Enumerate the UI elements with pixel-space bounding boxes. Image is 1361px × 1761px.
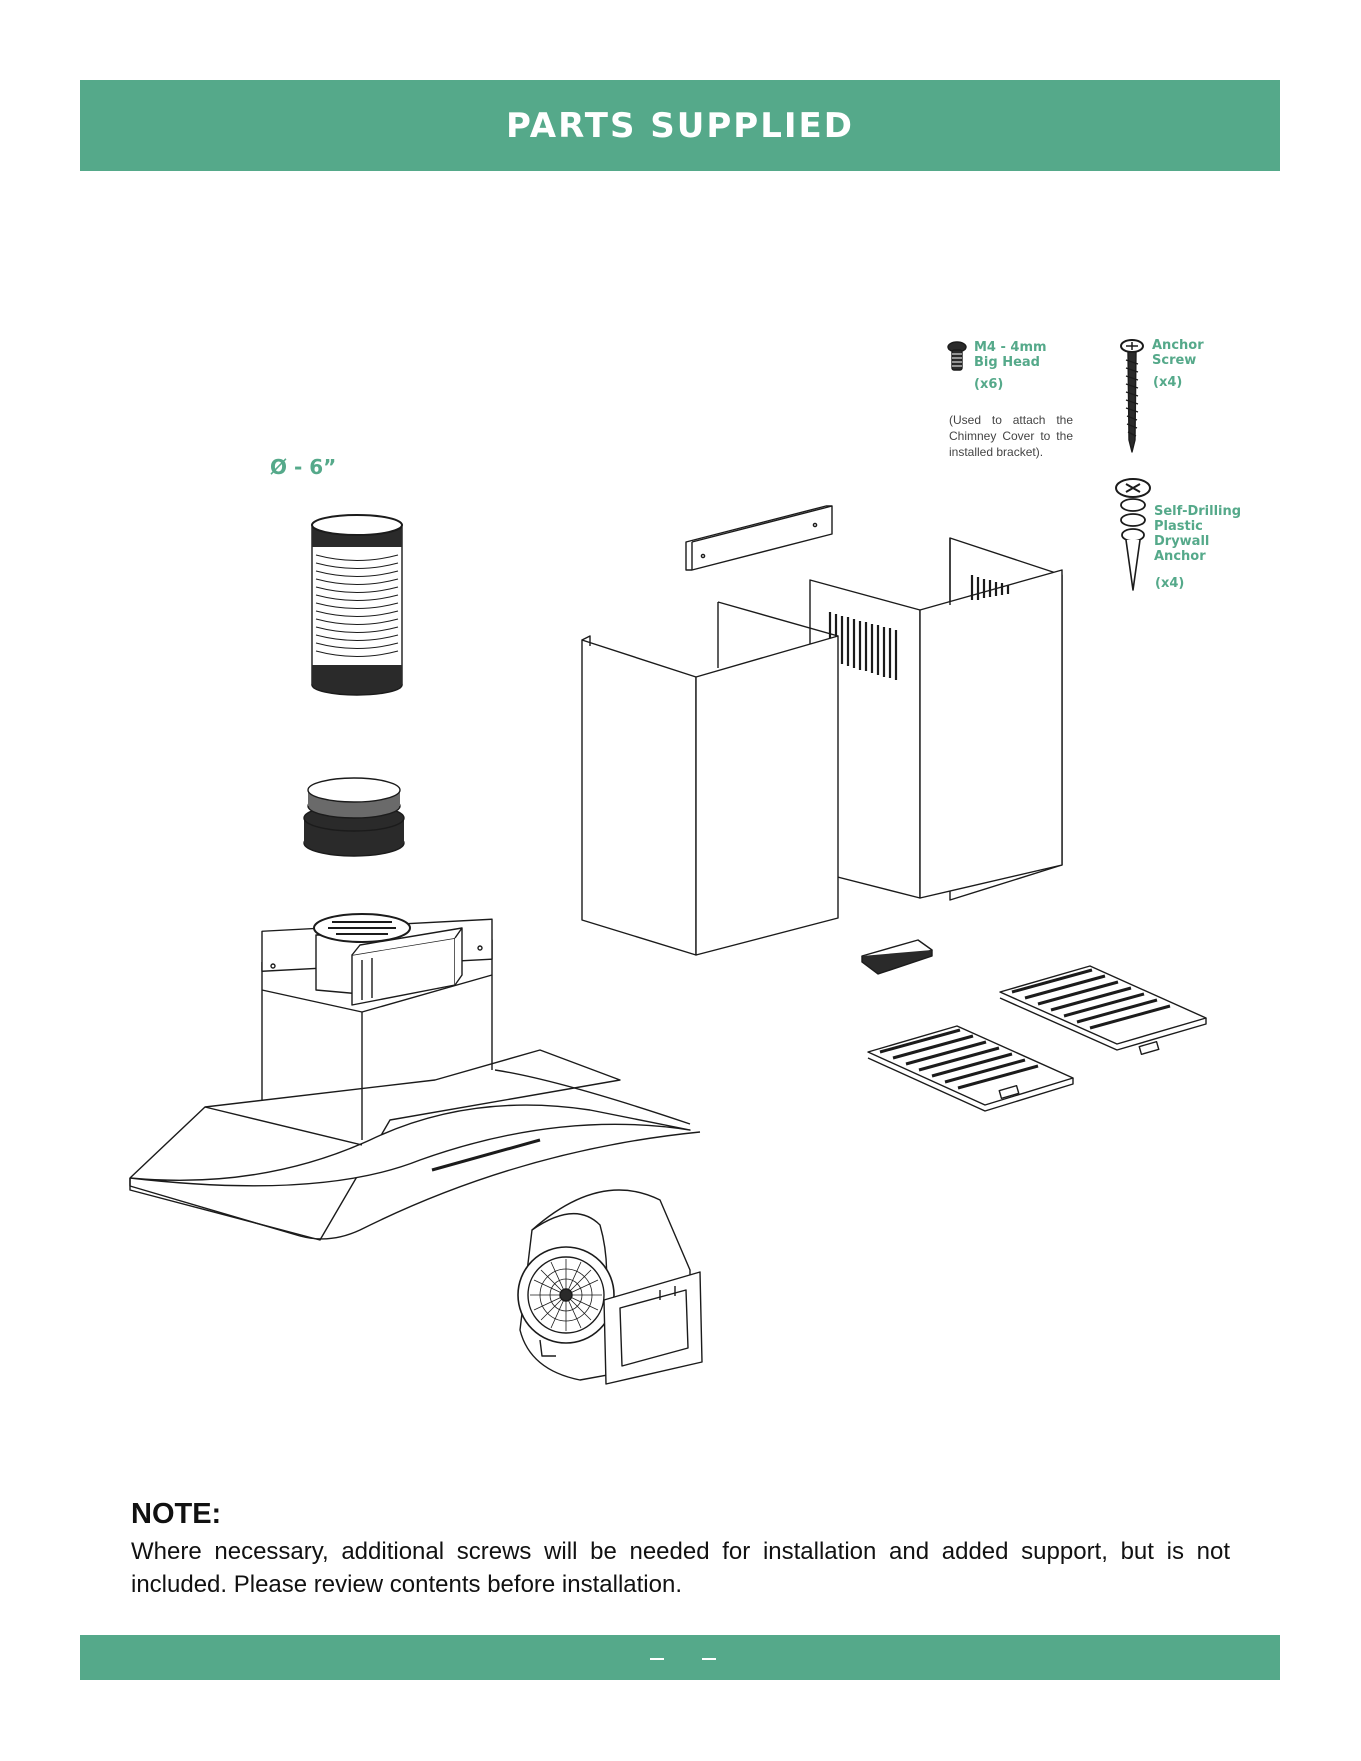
footer-dash-right (702, 1658, 716, 1660)
duct-adapter-ring-illustration (304, 778, 404, 856)
note-text: Where necessary, additional screws will be needed for installation and added support, but is not included. Please review contents before installation. (131, 1538, 1230, 1598)
oil-cup-illustration (862, 940, 932, 974)
drywall-anchor-quantity: (x4) (1155, 576, 1185, 591)
flexible-duct-illustration (312, 515, 402, 695)
upper-chimney-cover-illustration (810, 538, 1062, 900)
baffle-filters-illustration (868, 966, 1206, 1111)
m4-screw-icon (948, 342, 966, 370)
m4-screw-quantity: (x6) (974, 377, 1004, 392)
anchor-screw-label (1152, 338, 1204, 368)
drywall-anchor-name-line1: Self-Drilling (1154, 504, 1242, 519)
m4-screw-usage-note: (Used to attach the Chimney Cover to the installed bracket). (949, 413, 1073, 459)
m4-screw-label (974, 340, 1047, 370)
page-title: PARTS SUPPLIED (506, 105, 854, 146)
anchor-screw-name-line1: Anchor (1152, 338, 1204, 353)
m4-screw-name-line2: Big Head (974, 355, 1040, 370)
drywall-anchor-label (1154, 504, 1241, 564)
drywall-anchor-name-line4: Anchor (1154, 549, 1206, 564)
footer-bar (80, 1635, 1280, 1680)
drywall-anchor-name-line2: Plastic (1154, 519, 1203, 534)
blower-motor-illustration (518, 1190, 702, 1384)
note-heading: NOTE: (131, 1498, 222, 1530)
anchor-screw-name-line2: Screw (1152, 353, 1197, 368)
m4-screw-name-line1: M4 - 4mm (974, 340, 1047, 355)
footer-dash-left (650, 1658, 664, 1660)
lower-chimney-cover-illustration (582, 602, 838, 955)
anchor-screw-quantity: (x4) (1153, 375, 1183, 390)
drywall-anchor-icon (1116, 479, 1150, 590)
chimney-bracket-illustration (686, 506, 832, 570)
anchor-screw-icon (1121, 340, 1143, 452)
drywall-anchor-name-line3: Drywall (1154, 534, 1210, 549)
duct-diameter-label: Ø - 6” (270, 455, 337, 479)
